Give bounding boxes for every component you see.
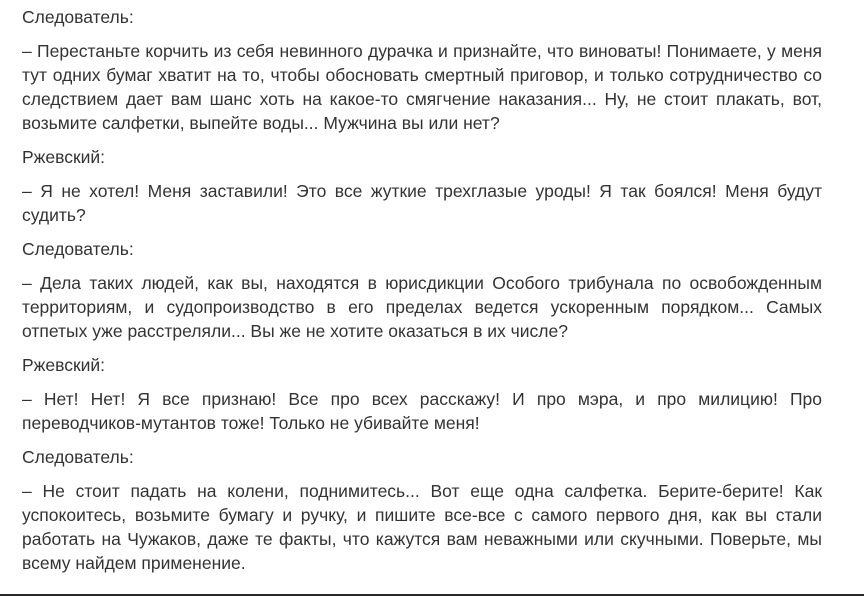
speaker-label: Следователь:: [22, 7, 134, 27]
dialogue-block-3: [22, 237, 822, 343]
speaker-label: Ржевский:: [22, 147, 106, 167]
dialogue-line: – Дела таких людей, как вы, находятся в юрисдикции Особого трибунала по освобожденным территориям, и судопроизводство в его пределах ведется ускоренным порядком... Самых отпетых уже расстреляли... Вы же не хотите оказаться в их числе?: [22, 273, 822, 341]
dialogue-block-1: [22, 5, 822, 135]
dialogue-block-5: [22, 445, 822, 575]
dialogue-line: – Я не хотел! Меня заставили! Это все жуткие трехглазые уроды! Я так боялся! Меня будут судить?: [22, 181, 822, 225]
speaker-label: Следователь:: [22, 239, 134, 259]
speaker-label: Ржевский:: [22, 355, 106, 375]
dialogue-line: – Нет! Нет! Я все признаю! Все про всех расскажу! И про мэра, и про милицию! Про переводчиков-мутантов тоже! Только не убивайте меня!: [22, 389, 822, 433]
speaker-label: Следователь:: [22, 447, 134, 467]
dialogue-line: – Перестаньте корчить из себя невинного дурачка и признайте, что виноваты! Понимаете, у меня тут одних бумаг хватит на то, чтобы обосновать смертный приговор, и только сотрудничество со следствием дает вам шанс хоть на какое-то смягчение наказания... Ну, не стоит плакать, вот, возьмите салфетки, выпейте воды... Мужчина вы или нет?: [22, 41, 822, 133]
dialogue-line: – Не стоит падать на колени, поднимитесь... Вот еще одна салфетка. Берите-берите! Как успокоитесь, возьмите бумагу и ручку, и пишите все-все с самого первого дня, как вы стали работать на Чужаков, даже те факты, что кажутся вам неважными или скучными. Поверьте, мы всему найдем применение.: [22, 481, 822, 573]
dialogue-block-2: [22, 145, 822, 227]
dialogue-block-4: [22, 353, 822, 435]
